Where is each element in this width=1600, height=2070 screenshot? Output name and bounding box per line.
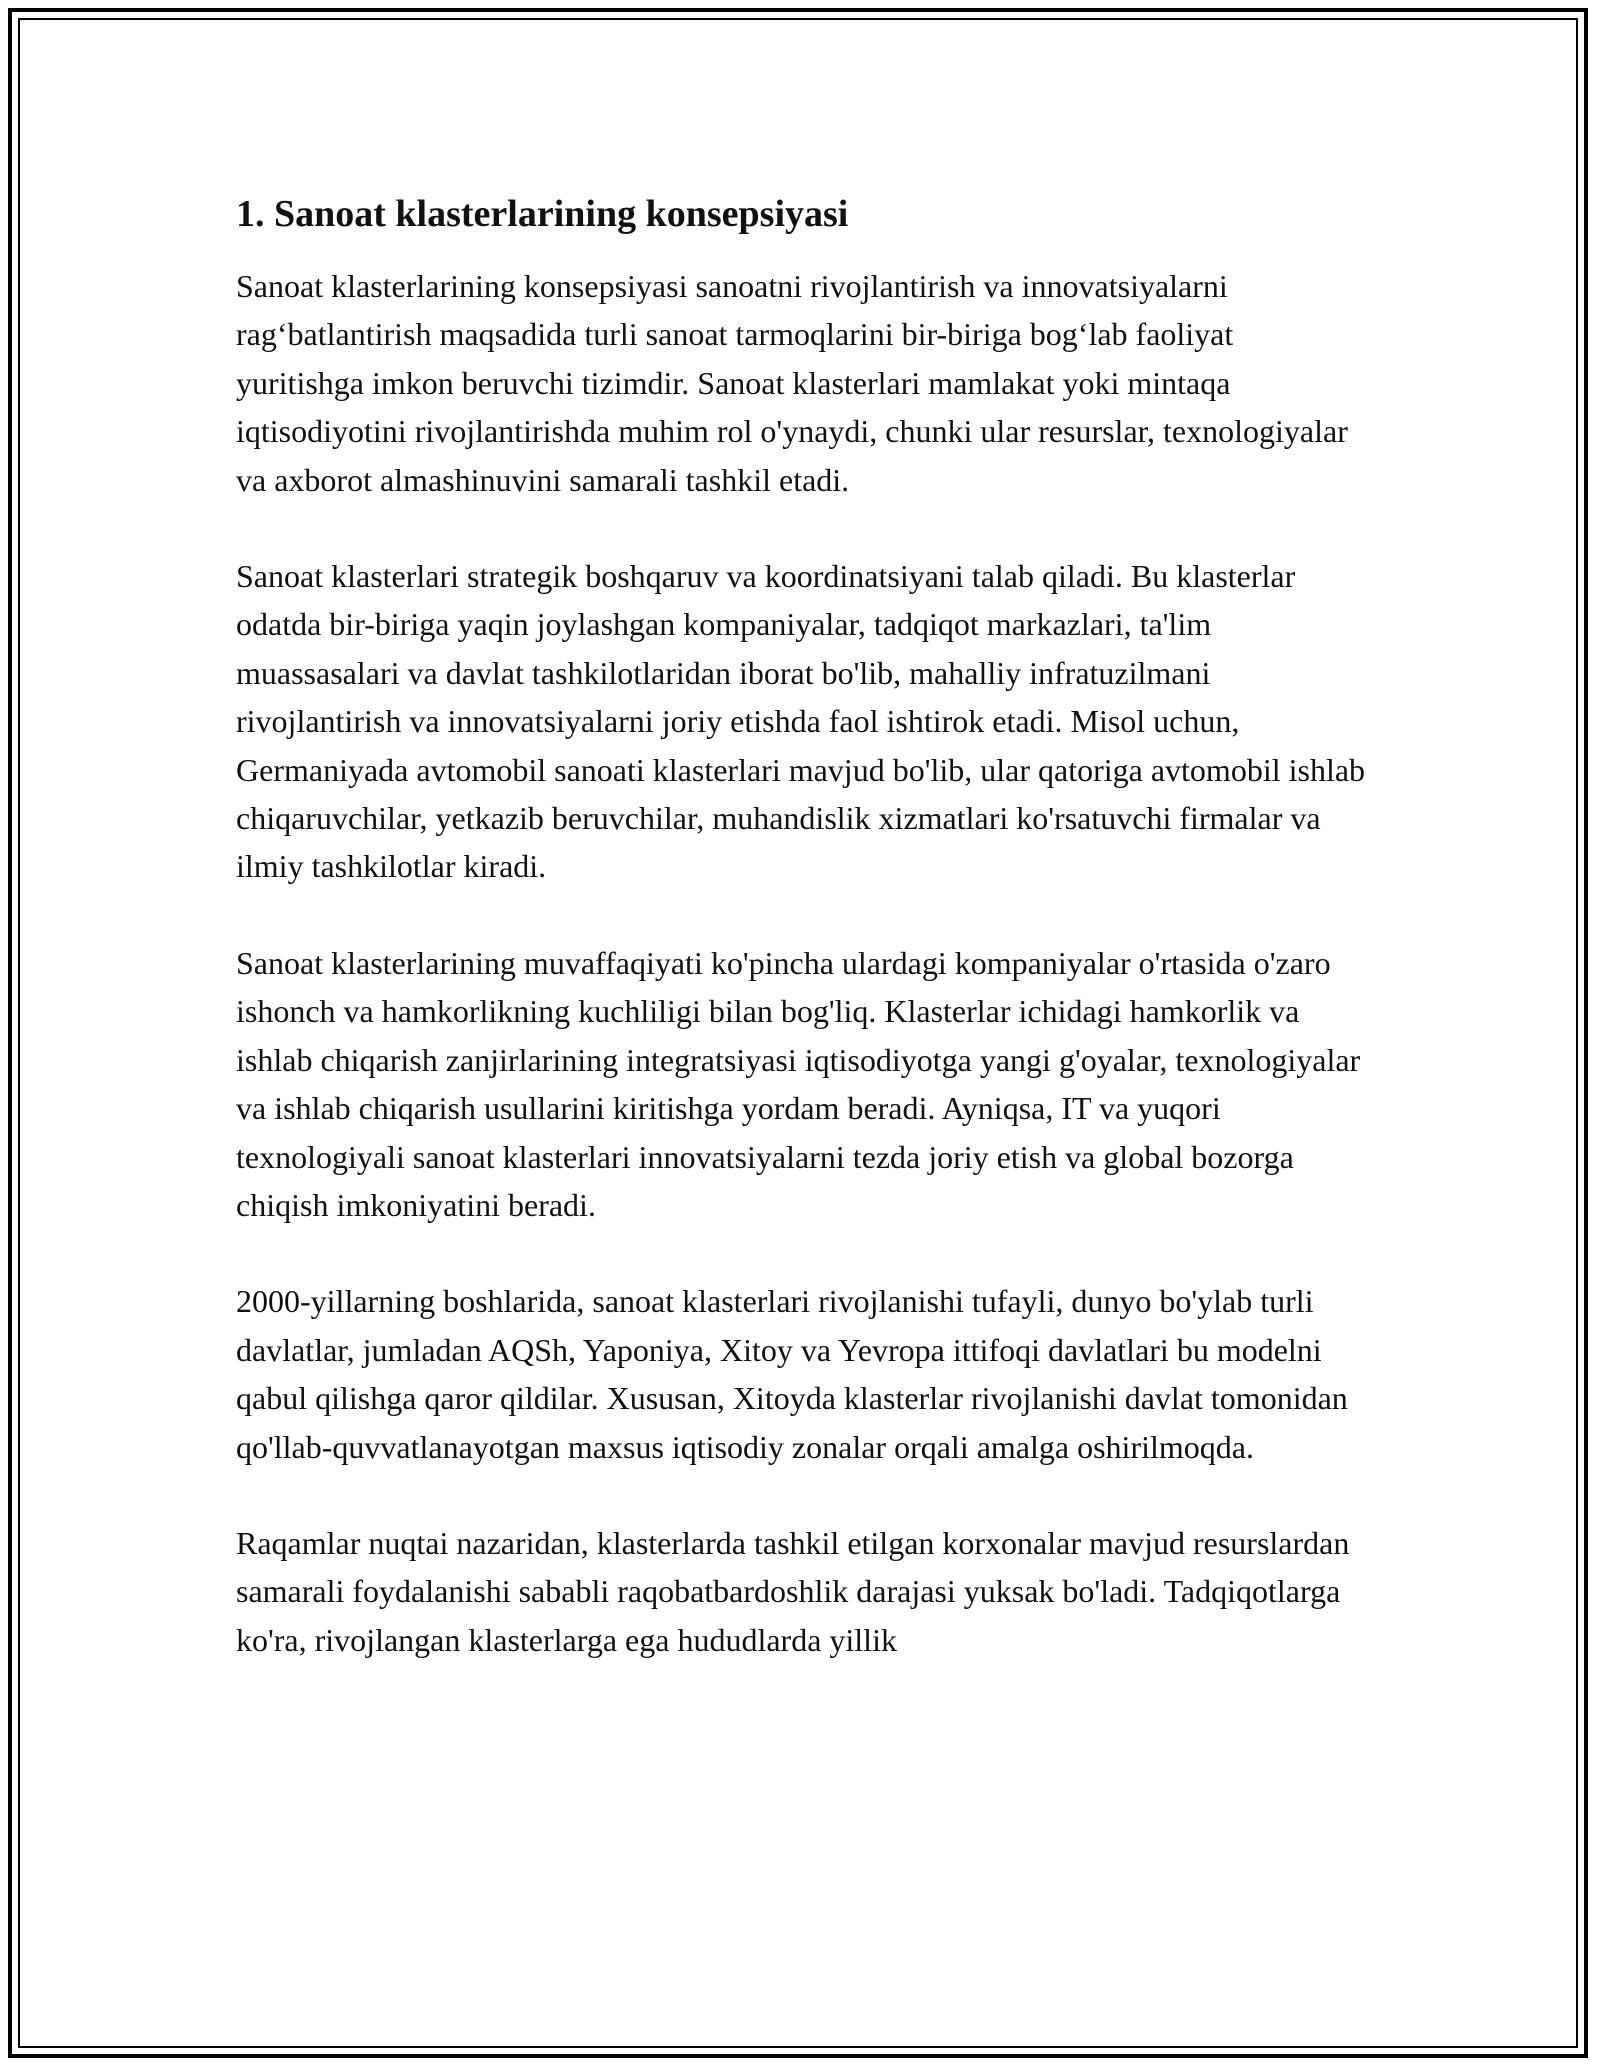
section-heading: 1. Sanoat klasterlarining konsepsiyasi bbox=[236, 193, 849, 235]
document-body bbox=[236, 188, 1366, 1712]
paragraph-5: Raqamlar nuqtai nazaridan, klasterlarda tashkil etilgan korxonalar mavjud resurslardan samarali foydalanishi sababli raqobatbardoshlik darajasi yuksak bo'ladi. Tadqiqotlarga ko'ra, rivojlangan klasterlarga ega hududlarda yillik bbox=[236, 1524, 1350, 1658]
paragraph-3: Sanoat klasterlarining muvaffaqiyati ko'pincha ulardagi kompaniyalar o'rtasida o'zaro ishonch va hamkorlikning kuchliligi bilan bog'liq. Klasterlar ichidagi hamkorlik va ishlab chiqarish zanjirlarining integratsiyasi iqtisodiyotga yangi g'oyalar, texnologiyalar va ishlab chiqarish usullarini kiritishga yordam beradi. Ayniqsa, IT va yuqori texnologiyali sanoat klasterlari innovatsiyalarni tezda joriy etish va global bozorga chiqish imkoniyatini beradi. bbox=[236, 944, 1361, 1223]
paragraph-1: Sanoat klasterlarining konsepsiyasi sanoatni rivojlantirish va innovatsiyalarni rag‘batlantirish maqsadida turli sanoat tarmoqlarini bir-biriga bog‘lab faoliyat yuritishga imkon beruvchi tizimdir. Sanoat klasterlari mamlakat yoki mintaqa iqtisodiyotini rivojlantirishda muhim rol o'ynaydi, chunki ular resurslar, texnologiyalar va axborot almashinuvini samarali tashkil etadi. bbox=[236, 268, 1348, 498]
paragraph-4: 2000-yillarning boshlarida, sanoat klasterlari rivojlanishi tufayli, dunyo bo'ylab turli davlatlar, jumladan AQSh, Yaponiya, Xitoy va Yevropa ittifoqi davlatlari bu modelni qabul qilishga qaror qildilar. Xususan, Xitoyda klasterlar rivojlanishi davlat tomonidan qo'llab-quvvatlanayotgan maxsus iqtisodiy zonalar orqali amalga oshirilmoqda. bbox=[236, 1283, 1348, 1465]
paragraph-2: Sanoat klasterlari strategik boshqaruv va koordinatsiyani talab qiladi. Bu klasterlar odatda bir-biriga yaqin joylashgan kompaniyalar, tadqiqot markazlari, ta'lim muassasalari va davlat tashkilotlaridan iborat bo'lib, mahalliy infratuzilmani rivojlantirish va innovatsiyalarni joriy etishda faol ishtirok etadi. Misol uchun, Germaniyada avtomobil sanoati klasterlari mavjud bo'lib, ular qatoriga avtomobil ishlab chiqaruvchilar, yetkazib beruvchilar, muhandislik xizmatlari ko'rsatuvchi firmalar va ilmiy tashkilotlar kiradi. bbox=[236, 558, 1366, 885]
